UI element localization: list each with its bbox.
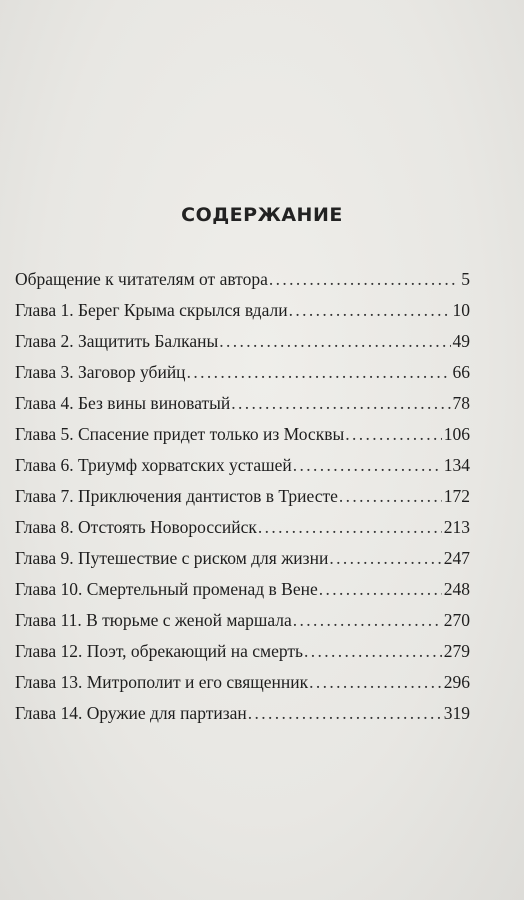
toc-entry-foreword xyxy=(15,264,470,295)
toc-entry-page: 5 xyxy=(461,269,470,289)
dot-leader xyxy=(293,450,442,481)
toc-entry-chapter-14 xyxy=(15,698,470,729)
toc-entry-chapter-12 xyxy=(15,636,470,667)
toc-entry-page: 296 xyxy=(443,672,470,692)
toc-entry-chapter-11 xyxy=(15,605,470,636)
toc-entry-page: 78 xyxy=(452,393,470,413)
toc-entry-title: Спасение придет только из Москвы xyxy=(77,424,345,444)
toc-entry-title: Заговор убийц xyxy=(77,362,186,382)
dot-leader xyxy=(304,636,442,667)
toc-entry-title: Митрополит и его священник xyxy=(86,672,309,692)
toc-entry-chapter-label: Глава 9. xyxy=(15,548,74,568)
toc-entry-page: 279 xyxy=(443,641,470,661)
toc-entry-page: 270 xyxy=(443,610,470,630)
toc-entry-chapter-label: Глава 14. xyxy=(15,703,83,723)
toc-entry-page: 106 xyxy=(443,424,470,444)
toc-entry-title: Обращение к читателям от автора xyxy=(15,269,268,289)
toc-entry-title: Триумф хорватских усташей xyxy=(77,455,292,475)
dot-leader xyxy=(309,667,442,698)
toc-entry-chapter-8 xyxy=(15,512,470,543)
toc-entry-chapter-label: Глава 6. xyxy=(15,455,74,475)
toc-entry-chapter-3 xyxy=(15,357,470,388)
dot-leader xyxy=(231,388,450,419)
toc-entry-page: 172 xyxy=(443,486,470,506)
toc-entry-chapter-label: Глава 5. xyxy=(15,424,74,444)
toc-entry-page: 213 xyxy=(443,517,470,537)
dot-leader xyxy=(219,326,450,357)
toc-entry-title: Оружие для партизан xyxy=(86,703,247,723)
toc-entry-chapter-label: Глава 2. xyxy=(15,331,74,351)
toc-entry-page: 10 xyxy=(452,300,470,320)
table-of-contents xyxy=(15,264,470,729)
toc-entry-title: Приключения дантистов в Триесте xyxy=(77,486,338,506)
toc-entry-chapter-label: Глава 12. xyxy=(15,641,83,661)
toc-entry-title: Без вины виноватый xyxy=(77,393,231,413)
dot-leader xyxy=(187,357,451,388)
dot-leader xyxy=(289,295,451,326)
toc-entry-chapter-4 xyxy=(15,388,470,419)
toc-entry-title: В тюрьме с женой маршала xyxy=(86,610,292,630)
toc-entry-chapter-5 xyxy=(15,419,470,450)
dot-leader xyxy=(248,698,442,729)
toc-entry-chapter-label: Глава 10. xyxy=(15,579,83,599)
toc-entry-title: Поэт, обрекающий на смерть xyxy=(86,641,304,661)
toc-entry-page: 319 xyxy=(443,703,470,723)
toc-entry-title: Защитить Балканы xyxy=(77,331,219,351)
toc-entry-page: 247 xyxy=(443,548,470,568)
toc-entry-page: 248 xyxy=(443,579,470,599)
toc-entry-chapter-13 xyxy=(15,667,470,698)
contents-heading: СОДЕРЖАНИЕ xyxy=(181,204,343,226)
dot-leader xyxy=(339,481,442,512)
toc-entry-chapter-label: Глава 7. xyxy=(15,486,74,506)
dot-leader xyxy=(329,543,441,574)
toc-entry-chapter-label: Глава 13. xyxy=(15,672,83,692)
dot-leader xyxy=(293,605,442,636)
toc-entry-title: Путешествие с риском для жизни xyxy=(77,548,329,568)
toc-entry-chapter-6 xyxy=(15,450,470,481)
dot-leader xyxy=(345,419,442,450)
toc-entry-chapter-1 xyxy=(15,295,470,326)
toc-entry-chapter-label: Глава 11. xyxy=(15,610,82,630)
dot-leader xyxy=(319,574,442,605)
toc-entry-page: 66 xyxy=(452,362,470,382)
toc-entry-chapter-label: Глава 3. xyxy=(15,362,74,382)
dot-leader xyxy=(258,512,442,543)
toc-entry-page: 134 xyxy=(443,455,470,475)
toc-entry-chapter-7 xyxy=(15,481,470,512)
toc-entry-chapter-label: Глава 8. xyxy=(15,517,74,537)
toc-entry-title: Отстоять Новороссийск xyxy=(77,517,257,537)
dot-leader xyxy=(269,264,459,295)
toc-entry-title: Берег Крыма скрылся вдали xyxy=(77,300,288,320)
toc-entry-chapter-label: Глава 4. xyxy=(15,393,74,413)
toc-entry-chapter-10 xyxy=(15,574,470,605)
toc-entry-chapter-2 xyxy=(15,326,470,357)
toc-entry-chapter-9 xyxy=(15,543,470,574)
toc-entry-chapter-label: Глава 1. xyxy=(15,300,74,320)
toc-entry-page: 49 xyxy=(452,331,470,351)
toc-entry-title: Смертельный променад в Вене xyxy=(86,579,318,599)
